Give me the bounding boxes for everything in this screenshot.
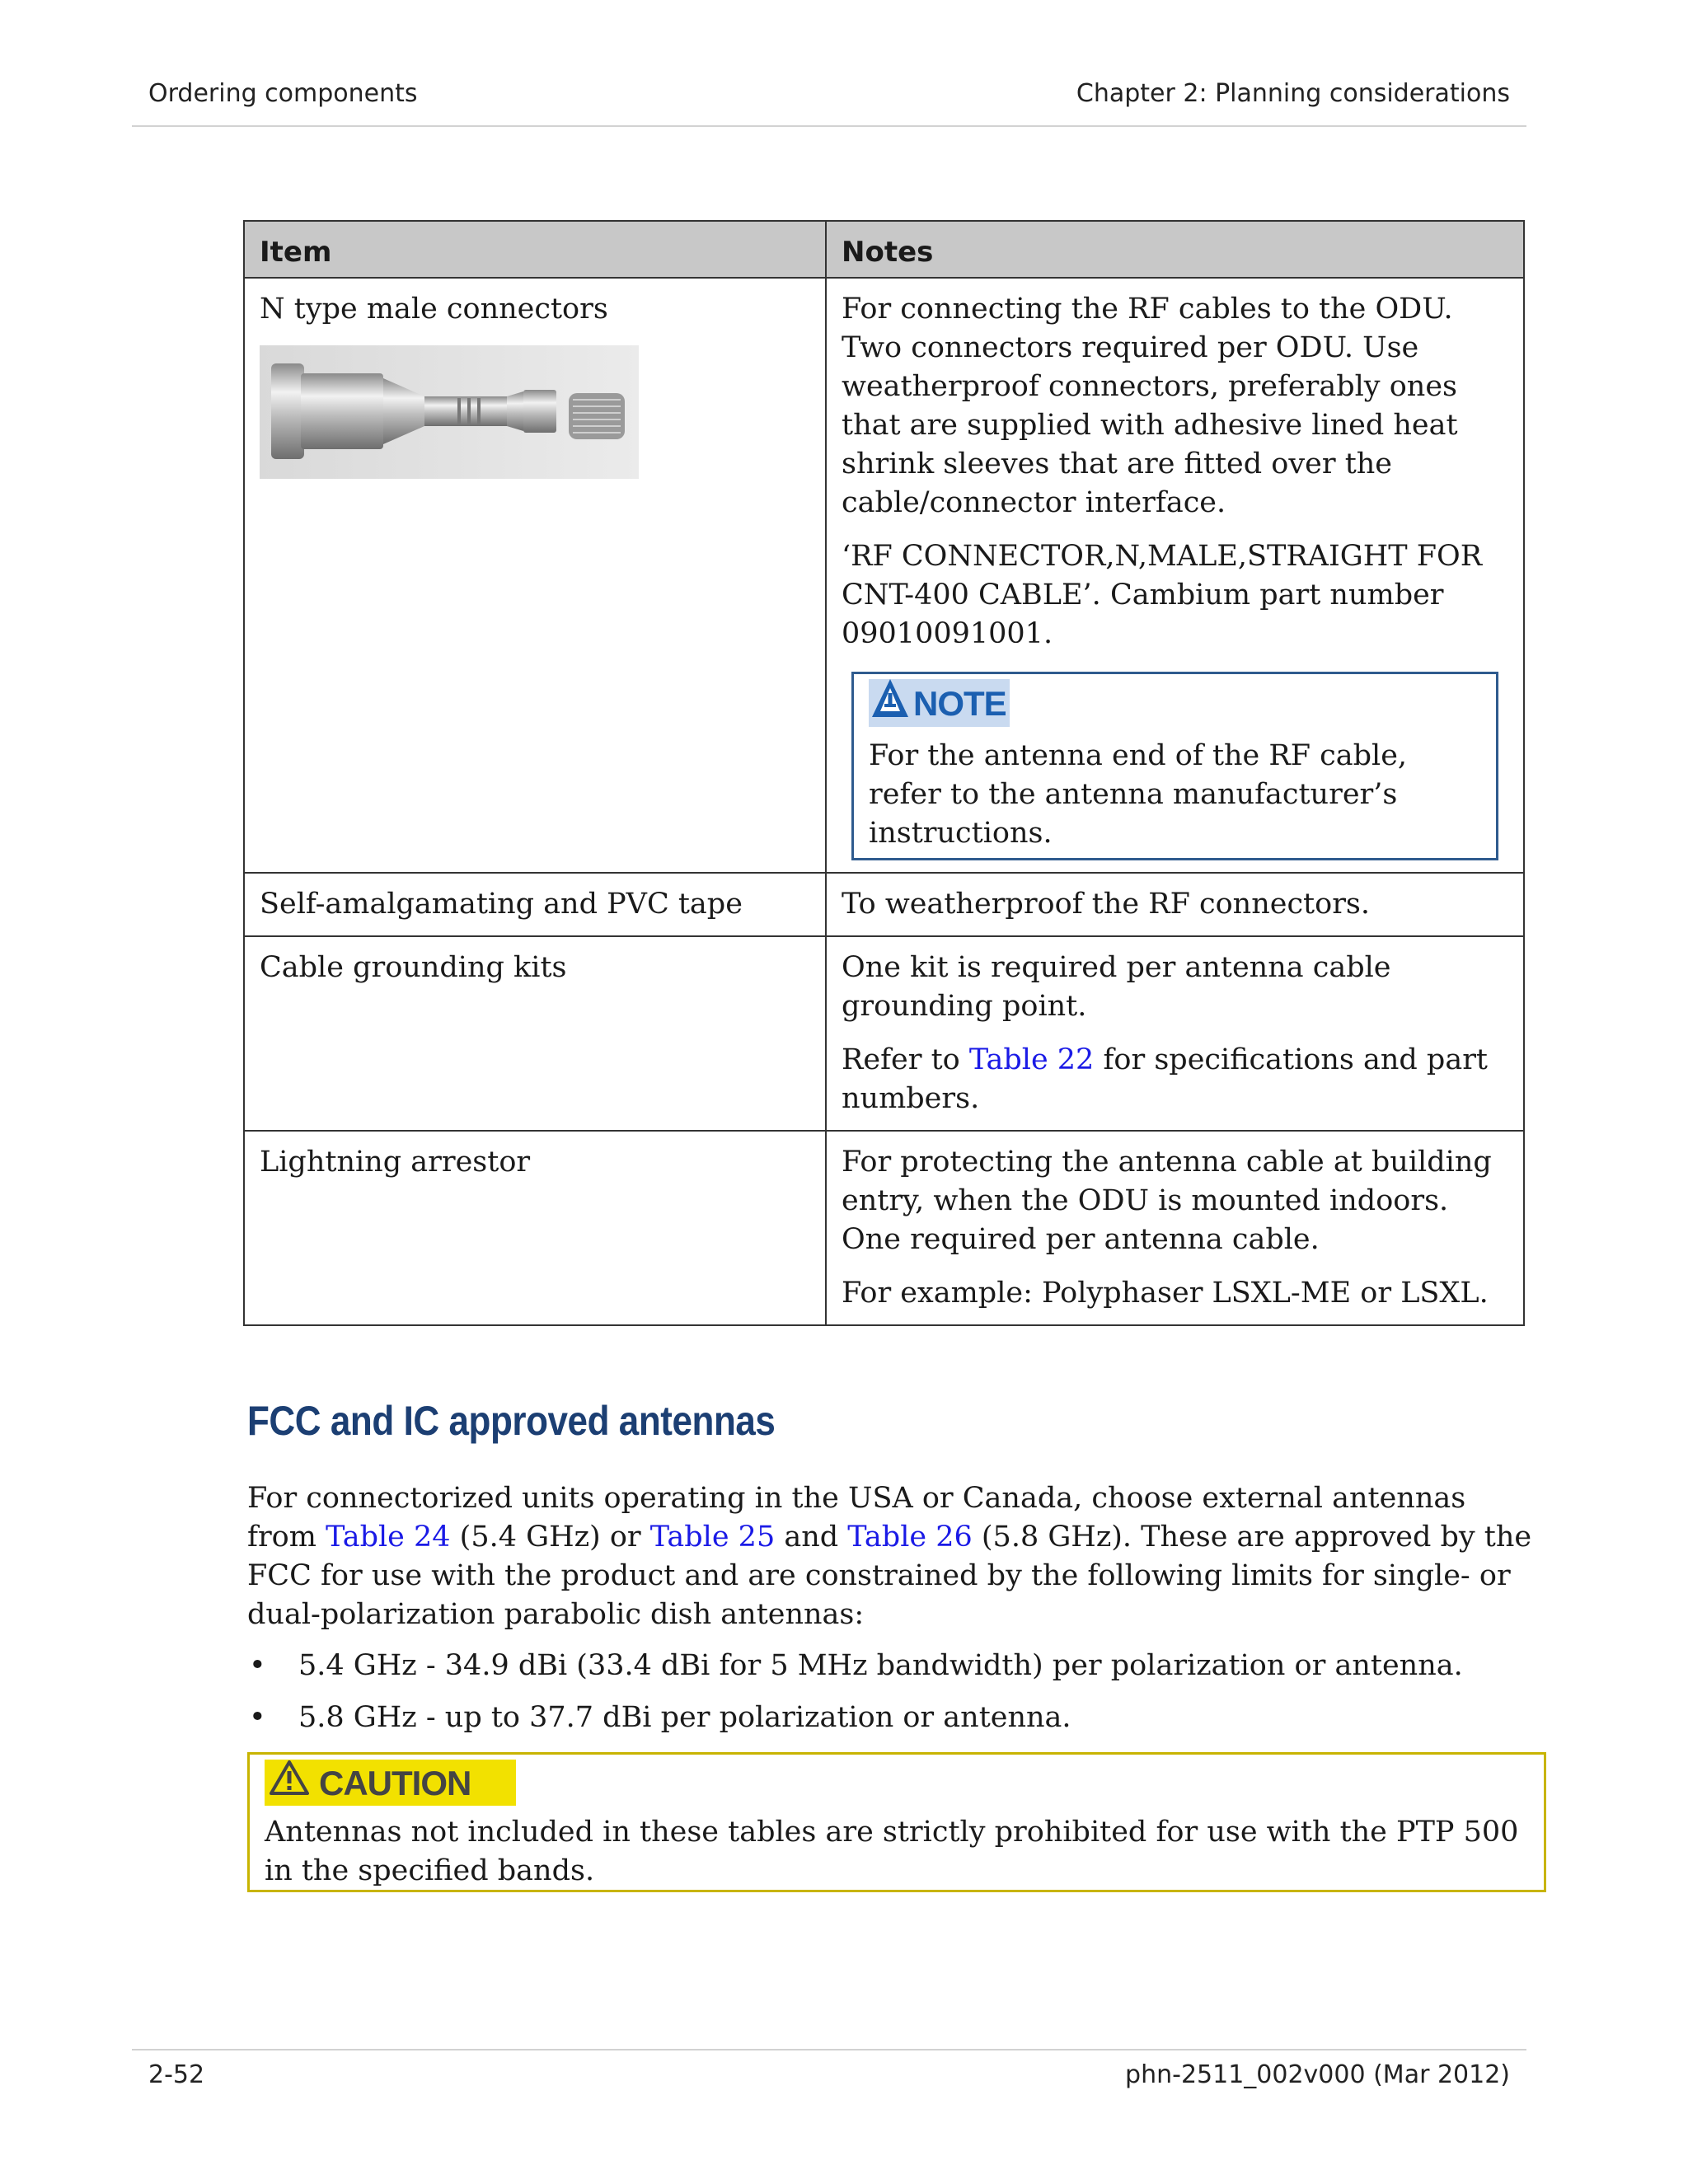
list-item	[247, 1647, 1533, 1685]
notes-cell	[826, 936, 1524, 1131]
item-cell: Cable grounding kits	[244, 936, 826, 1131]
note-badge	[869, 679, 1010, 727]
reference-suffix: for specifications and part numbers.	[842, 1043, 1488, 1115]
header-chapter-title: Chapter 2: Planning considerations	[1076, 79, 1510, 108]
item-cell	[244, 278, 826, 873]
note-callout	[851, 672, 1498, 860]
caution-warning-triangle-icon	[270, 1760, 309, 1807]
notes-paragraph: ‘RF CONNECTOR,N,MALE,STRAIGHT FOR CNT-400 CABLE’. Cambium part number 09010091001.	[842, 540, 1483, 650]
intro-text: and	[775, 1521, 848, 1554]
notes-cell	[826, 278, 1524, 873]
item-cell: Self-amalgamating and PVC tape	[244, 873, 826, 936]
limits-list	[247, 1647, 1533, 1750]
notes-paragraph: For protecting the antenna cable at building entry, when the ODU is mounted indoors. One required per antenna cable.	[842, 1145, 1492, 1256]
note-text: For the antenna end of the RF cable, refer to the antenna manufacturer’s instructions.	[869, 738, 1408, 850]
item-name: N type male connectors	[260, 293, 608, 326]
column-header-item: Item	[244, 221, 826, 278]
table-row	[244, 873, 1524, 936]
notes-cell	[826, 1131, 1524, 1325]
intro-text: (5.4 GHz) or	[450, 1521, 650, 1554]
page-footer	[132, 2060, 1526, 2093]
note-label: NOTE	[913, 683, 1006, 723]
table-row	[244, 1131, 1524, 1325]
notes-paragraph-reference	[842, 1041, 1508, 1118]
footer-divider	[132, 2049, 1526, 2050]
caution-label: CAUTION	[319, 1763, 471, 1802]
section-heading: FCC and IC approved antennas	[247, 1398, 776, 1444]
table-26-link[interactable]: Table 26	[847, 1521, 973, 1554]
intro-text: For connectorized units operating in the USA or Canada, choose external antennas from	[247, 1482, 1466, 1554]
reference-prefix: Refer to	[842, 1043, 969, 1076]
table-24-link[interactable]: Table 24	[326, 1521, 451, 1554]
caution-badge	[265, 1760, 516, 1806]
intro-text: (5.8 GHz). These are approved by the FCC for use with the product and are constrained by the following limits for single- or dual-polarization parabolic dish antennas:	[247, 1521, 1532, 1631]
item-cell: Lightning arrestor	[244, 1131, 826, 1325]
table-row	[244, 278, 1524, 873]
header-divider	[132, 125, 1526, 127]
n-type-connector-image	[260, 345, 639, 479]
caution-callout	[247, 1752, 1546, 1892]
note-warning-triangle-icon	[870, 677, 910, 730]
notes-paragraph: For connecting the RF cables to the ODU. Two connectors required per ODU. Use weatherproof connectors, preferably ones that are supplied with adhesive lined heat shrink sleeves that are fitted over the cable/connector interface.	[842, 293, 1458, 519]
intro-paragraph	[247, 1479, 1533, 1634]
page-number: 2-52	[148, 2060, 205, 2089]
caution-text: Antennas not included in these tables are strictly prohibited for use with the PTP 500 in the specified bands.	[265, 1815, 1519, 1887]
list-item	[247, 1699, 1533, 1737]
notes-paragraph: For example: Polyphaser LSXL-ME or LSXL.	[842, 1276, 1489, 1310]
document-id: phn-2511_002v000 (Mar 2012)	[1125, 2060, 1510, 2089]
notes-paragraph: To weatherproof the RF connectors.	[842, 887, 1371, 921]
table-row	[244, 936, 1524, 1131]
header-section-title: Ordering components	[148, 79, 418, 108]
connector-illustration	[260, 345, 639, 479]
table-25-link[interactable]: Table 25	[649, 1521, 776, 1554]
list-item-text: 5.4 GHz - 34.9 dBi (33.4 dBi for 5 MHz bandwidth) per polarization or antenna.	[298, 1649, 1463, 1682]
table-22-link[interactable]: Table 22	[968, 1043, 1095, 1076]
notes-paragraph: One kit is required per antenna cable grounding point.	[842, 950, 1391, 1023]
page-header	[132, 79, 1526, 112]
notes-cell	[826, 873, 1524, 936]
components-table	[243, 220, 1525, 1326]
bullet-marker: •	[249, 1649, 266, 1682]
table-header-row	[244, 221, 1524, 278]
list-item-text: 5.8 GHz - up to 37.7 dBi per polarization or antenna.	[298, 1701, 1071, 1734]
column-header-notes: Notes	[826, 221, 1524, 278]
bullet-marker: •	[249, 1701, 266, 1734]
